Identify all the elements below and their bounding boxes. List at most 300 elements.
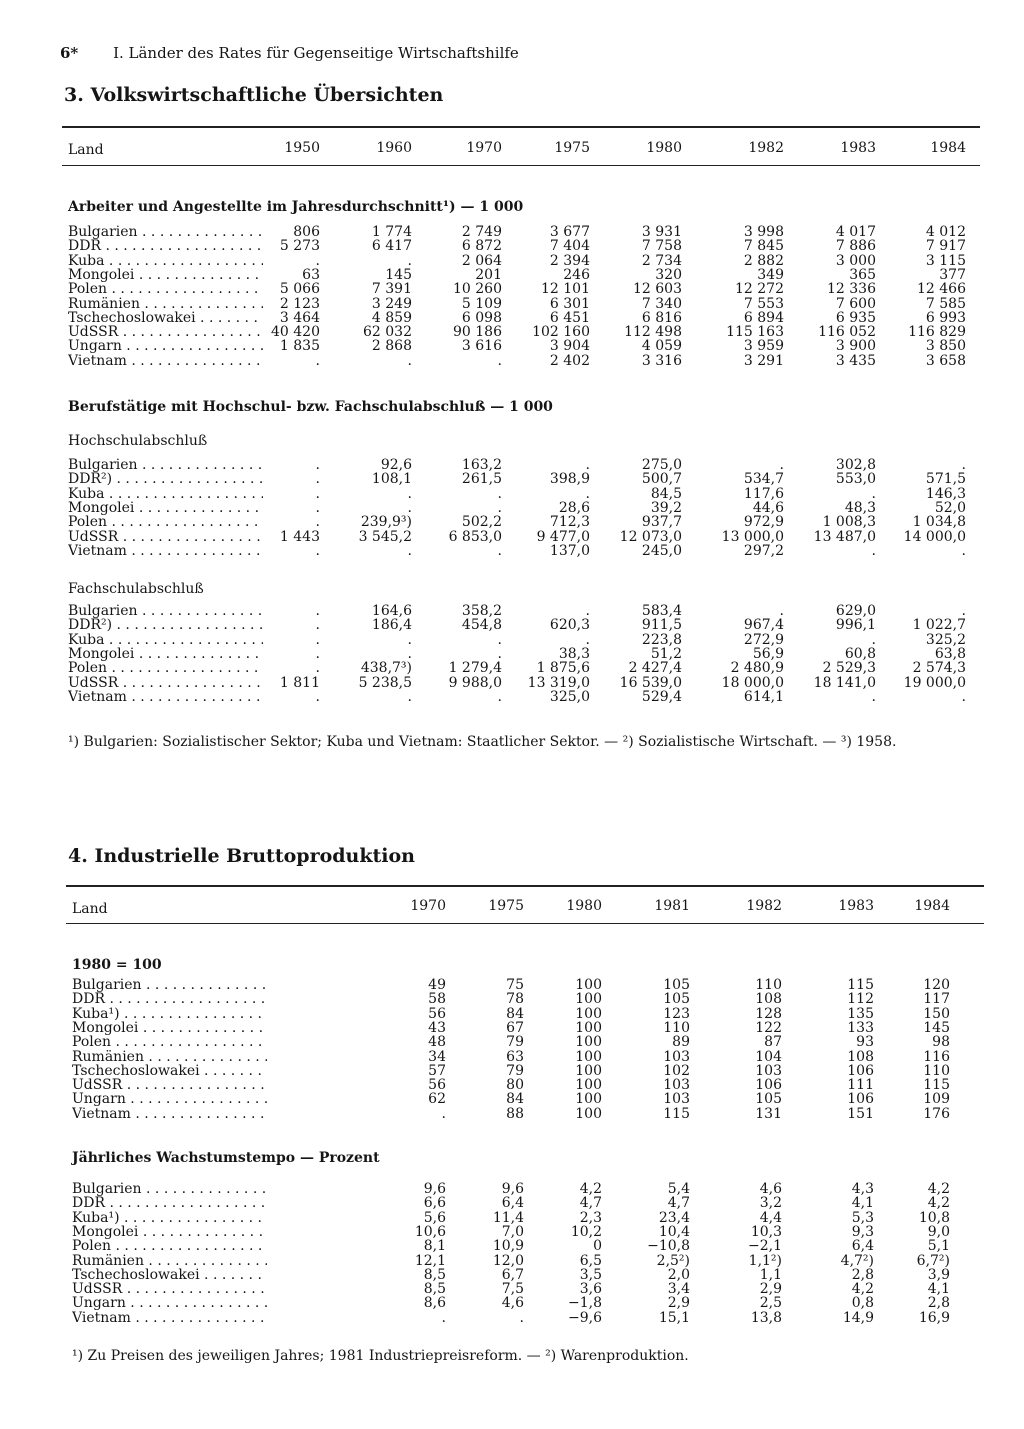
row-value: −2,1 bbox=[748, 1238, 782, 1255]
row-value: 4 017 bbox=[835, 224, 876, 240]
row-value: . bbox=[497, 499, 502, 516]
row-value: . bbox=[315, 457, 320, 473]
row-value: −9,6 bbox=[568, 1309, 602, 1326]
row-value: 629,0 bbox=[835, 603, 876, 619]
row-value: 103 bbox=[663, 1091, 690, 1108]
row-value: . bbox=[497, 645, 502, 662]
column-header-1983: 1983 bbox=[838, 898, 874, 914]
row-value: 7,0 bbox=[501, 1223, 524, 1240]
row-land-label: Kuba¹) . . . bbox=[72, 1007, 267, 1021]
row-value: 0,8 bbox=[851, 1295, 874, 1312]
row-value: . bbox=[585, 485, 590, 502]
row-land-label: Polen . . . bbox=[72, 1035, 267, 1049]
table3-top-rule bbox=[62, 126, 980, 128]
row-value: 7 845 bbox=[743, 238, 784, 255]
row-value: . bbox=[407, 352, 412, 369]
row-value: 4 012 bbox=[925, 224, 966, 240]
row-value: 4,7 bbox=[667, 1195, 690, 1212]
running-title: I. Länder des Rates für Gegenseitige Wirtschaftshilfe bbox=[113, 44, 519, 62]
table-row bbox=[0, 1064, 1024, 1078]
row-value: 13 319,0 bbox=[527, 674, 590, 691]
table-row bbox=[0, 1239, 1024, 1253]
table-row bbox=[0, 618, 1024, 632]
row-value: 3 959 bbox=[743, 338, 784, 355]
row-value: 92,6 bbox=[380, 457, 412, 473]
row-value: 325,2 bbox=[925, 631, 966, 648]
row-value: 377 bbox=[939, 266, 966, 283]
column-header-1984: 1984 bbox=[914, 898, 950, 914]
row-value: 3 000 bbox=[835, 252, 876, 269]
row-value: 10,9 bbox=[492, 1238, 524, 1255]
row-value: 12 272 bbox=[735, 281, 784, 298]
row-value: . bbox=[315, 252, 320, 269]
row-value: 272,9 bbox=[743, 631, 784, 648]
row-value: . bbox=[497, 352, 502, 369]
row-value: 2 868 bbox=[371, 338, 412, 355]
row-land-label: UdSSR . . . bbox=[72, 1078, 267, 1092]
row-value: −1,8 bbox=[568, 1295, 602, 1312]
row-value: 4 859 bbox=[371, 309, 412, 326]
row-value: 10,4 bbox=[658, 1223, 690, 1240]
row-value: 100 bbox=[575, 1005, 602, 1022]
row-value: . bbox=[407, 631, 412, 648]
row-value: 106 bbox=[755, 1077, 782, 1094]
row-value: . bbox=[315, 352, 320, 369]
row-value: 116 052 bbox=[818, 324, 876, 341]
row-value: 1 875,6 bbox=[536, 660, 590, 677]
table-row bbox=[0, 978, 1024, 992]
row-value: 529,4 bbox=[641, 688, 682, 705]
row-land-label: Bulgarien . . . bbox=[68, 225, 263, 239]
row-land-label: DDR²) . . . bbox=[68, 472, 263, 486]
row-value: 12 336 bbox=[827, 281, 876, 298]
row-value: 1 008,3 bbox=[822, 514, 876, 531]
row-land-label: Rumänien . . . bbox=[68, 297, 263, 311]
row-value: 58 bbox=[428, 991, 446, 1008]
row-value: 133 bbox=[847, 1019, 874, 1036]
row-value: 103 bbox=[755, 1062, 782, 1079]
row-value: . bbox=[441, 1105, 446, 1122]
column-header-1980: 1980 bbox=[566, 898, 602, 914]
row-value: . bbox=[519, 1309, 524, 1326]
row-value: . bbox=[497, 631, 502, 648]
row-value: 6 894 bbox=[743, 309, 784, 326]
column-header-1982: 1982 bbox=[746, 898, 782, 914]
row-value: 100 bbox=[575, 1048, 602, 1065]
row-value: 5 066 bbox=[279, 281, 320, 298]
table-row bbox=[0, 992, 1024, 1006]
row-value: 176 bbox=[923, 1105, 950, 1122]
row-value: 10 260 bbox=[453, 281, 502, 298]
row-land-label: Ungarn . . . bbox=[68, 339, 263, 353]
row-value: 6 417 bbox=[371, 238, 412, 255]
row-land-label: UdSSR . . . bbox=[68, 530, 263, 544]
row-value: 4,2 bbox=[579, 1181, 602, 1197]
row-value: 10,8 bbox=[918, 1209, 950, 1226]
row-value: 67 bbox=[506, 1019, 524, 1036]
row-land-label: Mongolei . . . bbox=[72, 1021, 267, 1035]
row-value: 75 bbox=[506, 977, 524, 993]
row-value: 571,5 bbox=[925, 471, 966, 488]
row-value: 52,0 bbox=[934, 499, 966, 516]
row-value: 6 451 bbox=[549, 309, 590, 326]
row-value: 57 bbox=[428, 1062, 446, 1079]
row-value: −10,8 bbox=[647, 1238, 690, 1255]
row-value: . bbox=[961, 603, 966, 619]
row-value: . bbox=[871, 631, 876, 648]
row-value: 2,8 bbox=[927, 1295, 950, 1312]
row-value: 3 850 bbox=[925, 338, 966, 355]
row-value: 63,8 bbox=[934, 645, 966, 662]
row-value: 28,6 bbox=[558, 499, 590, 516]
table3-section-graduates: Berufstätige mit Hochschul- bzw. Fachschulabschluß — 1 000 bbox=[68, 399, 553, 415]
table-row bbox=[0, 1296, 1024, 1310]
row-land-label: Bulgarien . . . bbox=[72, 1182, 267, 1196]
row-value: 2 749 bbox=[461, 224, 502, 240]
row-value: . bbox=[315, 631, 320, 648]
row-value: 137,0 bbox=[549, 542, 590, 559]
row-value: . bbox=[585, 457, 590, 473]
row-value: 553,0 bbox=[835, 471, 876, 488]
row-value: 131 bbox=[755, 1105, 782, 1122]
row-land-label: Vietnam . . . bbox=[72, 1311, 267, 1325]
row-value: 7 585 bbox=[925, 295, 966, 312]
column-header-1975: 1975 bbox=[488, 898, 524, 914]
row-value: 56 bbox=[428, 1005, 446, 1022]
row-value: 48 bbox=[428, 1034, 446, 1051]
row-value: 6,7 bbox=[501, 1266, 524, 1283]
row-value: . bbox=[407, 688, 412, 705]
row-value: 4,2 bbox=[851, 1281, 874, 1298]
table-row bbox=[0, 239, 1024, 253]
row-value: 349 bbox=[757, 266, 784, 283]
row-value: 10,2 bbox=[570, 1223, 602, 1240]
row-value: 3 435 bbox=[835, 352, 876, 369]
row-land-label: Bulgarien . . . bbox=[68, 458, 263, 472]
row-value: 102 bbox=[663, 1062, 690, 1079]
row-value: 93 bbox=[856, 1034, 874, 1051]
row-value: . bbox=[441, 1309, 446, 1326]
table-row bbox=[0, 690, 1024, 704]
row-land-label: DDR . . . bbox=[72, 1196, 267, 1210]
row-value: 2 123 bbox=[279, 295, 320, 312]
row-value: 88 bbox=[506, 1105, 524, 1122]
table-row bbox=[0, 297, 1024, 311]
row-value: 13 000,0 bbox=[721, 528, 784, 545]
row-value: 2 064 bbox=[461, 252, 502, 269]
row-value: . bbox=[961, 457, 966, 473]
row-value: . bbox=[315, 688, 320, 705]
row-value: 100 bbox=[575, 1077, 602, 1094]
row-value: 3 931 bbox=[641, 224, 682, 240]
row-land-label: DDR . . . bbox=[72, 992, 267, 1006]
row-value: 5 273 bbox=[279, 238, 320, 255]
row-value: 12,1 bbox=[414, 1252, 446, 1269]
row-value: 2,9 bbox=[667, 1295, 690, 1312]
row-value: 6 993 bbox=[925, 309, 966, 326]
row-value: 105 bbox=[755, 1091, 782, 1108]
row-value: 1 774 bbox=[371, 224, 412, 240]
row-value: 115 bbox=[663, 1105, 690, 1122]
row-value: 7 391 bbox=[371, 281, 412, 298]
row-value: 1 835 bbox=[279, 338, 320, 355]
row-value: 5 109 bbox=[461, 295, 502, 312]
table-row bbox=[0, 1268, 1024, 1282]
row-value: . bbox=[497, 485, 502, 502]
row-value: 79 bbox=[506, 1062, 524, 1079]
row-value: . bbox=[407, 645, 412, 662]
row-value: 911,5 bbox=[641, 617, 682, 634]
table-row bbox=[0, 1282, 1024, 1296]
row-value: 712,3 bbox=[549, 514, 590, 531]
row-value: 534,7 bbox=[743, 471, 784, 488]
table3-sub-fachschul: Fachschulabschluß bbox=[68, 581, 204, 597]
row-value: 186,4 bbox=[371, 617, 412, 634]
row-value: 12 466 bbox=[917, 281, 966, 298]
row-value: 3,6 bbox=[579, 1281, 602, 1298]
row-value: 43 bbox=[428, 1019, 446, 1036]
row-value: 34 bbox=[428, 1048, 446, 1065]
row-value: . bbox=[407, 499, 412, 516]
row-value: . bbox=[871, 542, 876, 559]
table-row bbox=[0, 268, 1024, 282]
row-value: 9,3 bbox=[851, 1223, 874, 1240]
row-value: 2 734 bbox=[641, 252, 682, 269]
row-land-label: DDR²) . . . bbox=[68, 618, 263, 632]
row-value: . bbox=[871, 485, 876, 502]
row-land-label: Kuba . . . bbox=[68, 487, 263, 501]
row-value: 7 917 bbox=[925, 238, 966, 255]
row-value: 320 bbox=[655, 266, 682, 283]
table-row bbox=[0, 225, 1024, 239]
row-land-label: Bulgarien . . . bbox=[72, 978, 267, 992]
row-value: 3,4 bbox=[667, 1281, 690, 1298]
row-value: . bbox=[315, 499, 320, 516]
row-value: . bbox=[315, 471, 320, 488]
row-land-label: Mongolei . . . bbox=[72, 1225, 267, 1239]
row-value: 6 098 bbox=[461, 309, 502, 326]
row-land-label: Tschechoslowakei . . . bbox=[72, 1064, 267, 1078]
row-value: . bbox=[407, 485, 412, 502]
row-value: 145 bbox=[923, 1019, 950, 1036]
row-value: . bbox=[315, 617, 320, 634]
row-value: 39,2 bbox=[650, 499, 682, 516]
row-value: 164,6 bbox=[371, 603, 412, 619]
row-value: 106 bbox=[847, 1062, 874, 1079]
row-land-label: UdSSR . . . bbox=[68, 676, 263, 690]
row-value: 87 bbox=[764, 1034, 782, 1051]
table-row bbox=[0, 676, 1024, 690]
row-value: 1 443 bbox=[279, 528, 320, 545]
row-value: 2 574,3 bbox=[912, 660, 966, 677]
table-row bbox=[0, 661, 1024, 675]
table4-section-growth: Jährliches Wachstumstempo — Prozent bbox=[72, 1150, 380, 1166]
column-header-1982: 1982 bbox=[748, 140, 784, 156]
row-value: 4,6 bbox=[759, 1181, 782, 1197]
column-header-1960: 1960 bbox=[376, 140, 412, 156]
row-value: 9 477,0 bbox=[536, 528, 590, 545]
row-value: 2,3 bbox=[579, 1209, 602, 1226]
row-value: 100 bbox=[575, 1019, 602, 1036]
table-row bbox=[0, 647, 1024, 661]
row-value: 110 bbox=[663, 1019, 690, 1036]
row-value: . bbox=[585, 631, 590, 648]
row-value: 2,8 bbox=[851, 1266, 874, 1283]
row-value: 614,1 bbox=[743, 688, 784, 705]
row-value: 19 000,0 bbox=[903, 674, 966, 691]
column-header-1981: 1981 bbox=[654, 898, 690, 914]
table-row bbox=[0, 530, 1024, 544]
row-value: 3 677 bbox=[549, 224, 590, 240]
row-value: 117,6 bbox=[743, 485, 784, 502]
table3-footnote: ¹) Bulgarien: Sozialistischer Sektor; Kuba und Vietnam: Staatlicher Sektor. — ²) Sozialistische Wirtschaft. — ³) 1958. bbox=[68, 734, 897, 750]
row-value: 1 034,8 bbox=[912, 514, 966, 531]
row-value: . bbox=[315, 542, 320, 559]
row-value: 4,3 bbox=[851, 1181, 874, 1197]
table-row bbox=[0, 254, 1024, 268]
row-value: 6,4 bbox=[851, 1238, 874, 1255]
row-value: 967,4 bbox=[743, 617, 784, 634]
row-value: . bbox=[779, 457, 784, 473]
row-value: 8,5 bbox=[423, 1281, 446, 1298]
table4-top-rule bbox=[66, 885, 984, 887]
row-value: 62 032 bbox=[363, 324, 412, 341]
row-land-label: Polen . . . bbox=[68, 515, 263, 529]
table-row bbox=[0, 544, 1024, 558]
row-value: 4,7 bbox=[579, 1195, 602, 1212]
table-row bbox=[0, 282, 1024, 296]
row-value: 7 758 bbox=[641, 238, 682, 255]
row-value: . bbox=[961, 542, 966, 559]
row-value: 1 811 bbox=[279, 674, 320, 691]
row-value: 89 bbox=[672, 1034, 690, 1051]
table-row bbox=[0, 501, 1024, 515]
row-value: 358,2 bbox=[461, 603, 502, 619]
row-value: 3 115 bbox=[925, 252, 966, 269]
row-value: 3 658 bbox=[925, 352, 966, 369]
row-land-label: Tschechoslowakei . . . bbox=[68, 311, 263, 325]
row-land-label: Vietnam . . . bbox=[68, 354, 263, 368]
row-value: 106 bbox=[847, 1091, 874, 1108]
row-value: 4,1 bbox=[927, 1281, 950, 1298]
row-value: 110 bbox=[755, 977, 782, 993]
row-land-label: Rumänien . . . bbox=[72, 1050, 267, 1064]
row-value: 3 900 bbox=[835, 338, 876, 355]
row-value: 12 603 bbox=[633, 281, 682, 298]
row-value: 9,6 bbox=[501, 1181, 524, 1197]
row-value: 100 bbox=[575, 1062, 602, 1079]
table-row bbox=[0, 354, 1024, 368]
row-value: 502,2 bbox=[461, 514, 502, 531]
row-value: 245,0 bbox=[641, 542, 682, 559]
row-value: 100 bbox=[575, 1091, 602, 1108]
row-value: . bbox=[407, 252, 412, 269]
row-land-label: UdSSR . . . bbox=[72, 1282, 267, 1296]
row-value: 112 498 bbox=[624, 324, 682, 341]
row-value: 18 141,0 bbox=[813, 674, 876, 691]
row-value: 5,1 bbox=[927, 1238, 950, 1255]
row-value: . bbox=[315, 485, 320, 502]
row-value: 325,0 bbox=[549, 688, 590, 705]
row-land-label: Mongolei . . . bbox=[68, 647, 263, 661]
row-value: . bbox=[315, 660, 320, 677]
row-value: 105 bbox=[663, 977, 690, 993]
row-value: 40 420 bbox=[271, 324, 320, 341]
row-value: 98 bbox=[932, 1034, 950, 1051]
row-value: . bbox=[407, 542, 412, 559]
row-land-label: Ungarn . . . bbox=[72, 1092, 267, 1106]
row-value: 103 bbox=[663, 1048, 690, 1065]
row-value: 13 487,0 bbox=[813, 528, 876, 545]
table4-footnote: ¹) Zu Preisen des jeweiligen Jahres; 1981 Industriepreisreform. — ²) Warenproduktion. bbox=[72, 1348, 689, 1364]
row-land-label: Polen . . . bbox=[72, 1239, 267, 1253]
row-value: 9,6 bbox=[423, 1181, 446, 1197]
row-value: 4,1 bbox=[851, 1195, 874, 1212]
table4-section-index: 1980 = 100 bbox=[72, 957, 162, 973]
row-land-label: Vietnam . . . bbox=[68, 544, 263, 558]
row-value: 16 539,0 bbox=[619, 674, 682, 691]
row-value: . bbox=[779, 603, 784, 619]
row-value: 51,2 bbox=[650, 645, 682, 662]
column-header-1980: 1980 bbox=[646, 140, 682, 156]
row-value: 1 279,4 bbox=[448, 660, 502, 677]
table-row bbox=[0, 1311, 1024, 1325]
row-value: 123 bbox=[663, 1005, 690, 1022]
row-value: 3,9 bbox=[927, 1266, 950, 1283]
row-value: 239,9³) bbox=[360, 514, 412, 531]
row-value: 4,4 bbox=[759, 1209, 782, 1226]
row-value: 145 bbox=[385, 266, 412, 283]
row-value: 63 bbox=[302, 266, 320, 283]
row-value: 2 882 bbox=[743, 252, 784, 269]
row-value: 583,4 bbox=[641, 603, 682, 619]
row-value: 8,6 bbox=[423, 1295, 446, 1312]
row-land-label: DDR . . . bbox=[68, 239, 263, 253]
row-value: 500,7 bbox=[641, 471, 682, 488]
row-value: 937,7 bbox=[641, 514, 682, 531]
row-value: 7,5 bbox=[501, 1281, 524, 1298]
table-row bbox=[0, 1107, 1024, 1121]
row-value: 14,9 bbox=[842, 1309, 874, 1326]
row-value: 62 bbox=[428, 1091, 446, 1108]
row-land-label: Kuba . . . bbox=[68, 633, 263, 647]
row-land-label: Vietnam . . . bbox=[68, 690, 263, 704]
table-row bbox=[0, 1225, 1024, 1239]
row-value: 6,4 bbox=[501, 1195, 524, 1212]
row-value: 7 340 bbox=[641, 295, 682, 312]
row-land-label: Polen . . . bbox=[68, 282, 263, 296]
row-value: 115 bbox=[847, 977, 874, 993]
row-value: 103 bbox=[663, 1077, 690, 1094]
row-land-label: Mongolei . . . bbox=[68, 268, 263, 282]
row-value: 5,4 bbox=[667, 1181, 690, 1197]
row-value: 13,8 bbox=[750, 1309, 782, 1326]
table-row bbox=[0, 1007, 1024, 1021]
row-value: 100 bbox=[575, 991, 602, 1008]
row-value: 56 bbox=[428, 1077, 446, 1094]
row-value: 14 000,0 bbox=[903, 528, 966, 545]
row-value: 246 bbox=[563, 266, 590, 283]
row-value: 3 904 bbox=[549, 338, 590, 355]
row-value: 7 886 bbox=[835, 238, 876, 255]
row-value: 8,1 bbox=[423, 1238, 446, 1255]
row-value: 4 059 bbox=[641, 338, 682, 355]
table-row bbox=[0, 339, 1024, 353]
row-value: 110 bbox=[923, 1062, 950, 1079]
row-value: 100 bbox=[575, 977, 602, 993]
row-value: 135 bbox=[847, 1005, 874, 1022]
row-value: 8,5 bbox=[423, 1266, 446, 1283]
